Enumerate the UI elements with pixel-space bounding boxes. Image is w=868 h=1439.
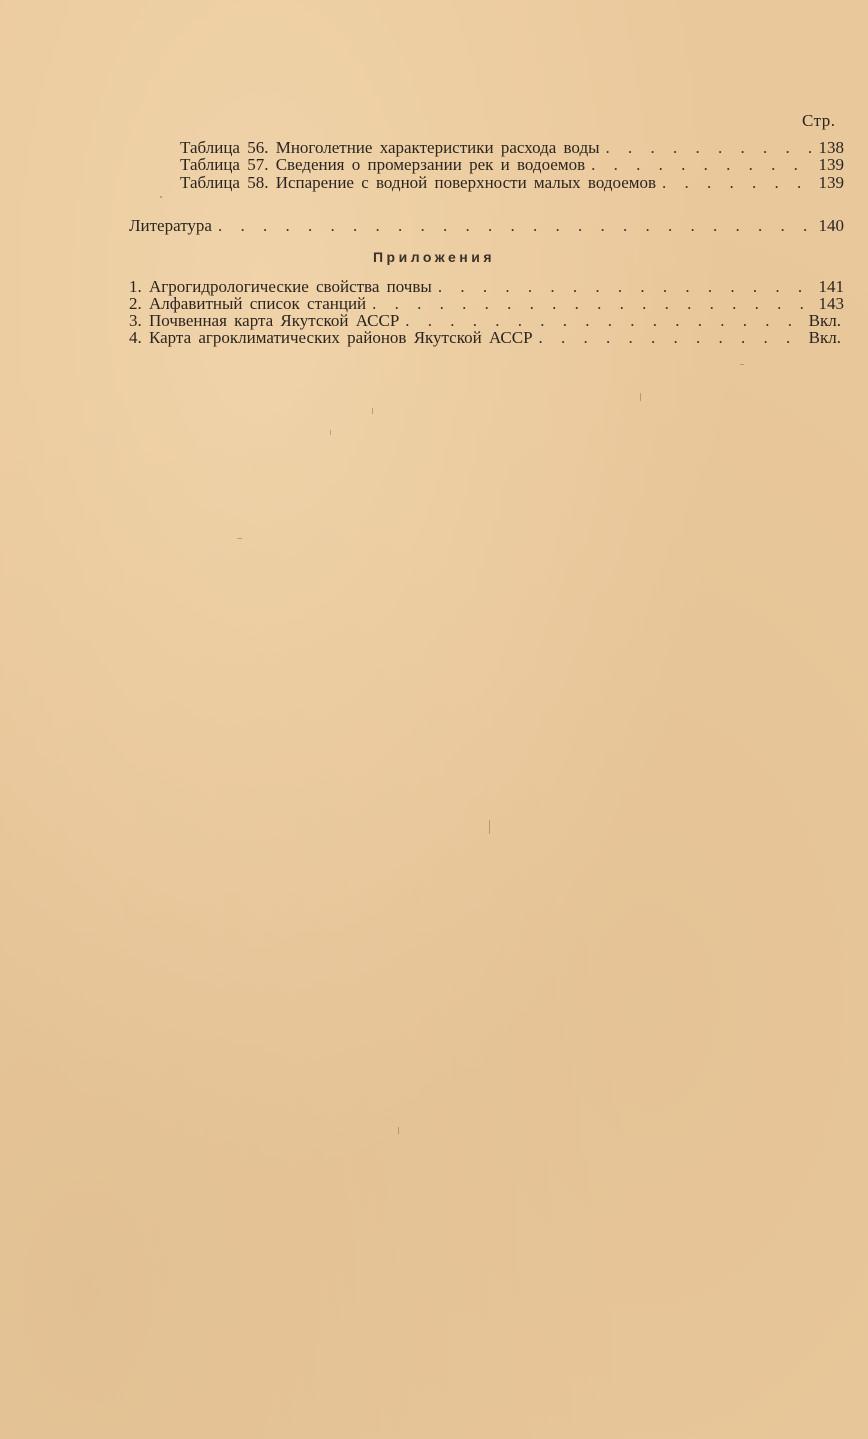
dot-leader	[662, 173, 810, 193]
toc-entry-label: Таблица 57. Сведения о промерзании рек и водоемов	[180, 155, 586, 174]
toc-entry-page: 139	[818, 155, 844, 174]
toc-entry-page: Вкл.	[808, 311, 841, 330]
dot-leader	[218, 216, 811, 236]
toc-entry-page: 139	[818, 173, 844, 192]
toc-entry-label: Литература	[129, 216, 212, 235]
paper-speck	[372, 408, 373, 414]
paper-speck	[640, 393, 641, 401]
toc-entry-label: 4. Карта агроклиматических районов Якутской АССР	[129, 328, 533, 347]
toc-entry-page: 143	[818, 294, 844, 313]
toc-entry-table-58	[180, 173, 844, 193]
toc-entry-label: Таблица 58. Испарение с водной поверхности малых водоемов	[180, 173, 657, 192]
toc-entry-table-57	[180, 155, 844, 175]
paper-speck	[740, 364, 744, 365]
toc-entry-page: Вкл.	[808, 328, 841, 347]
toc-entry-literature	[129, 216, 844, 236]
paper-speck	[489, 820, 490, 834]
toc-entry-label: 3. Почвенная карта Якутской АССР	[129, 311, 400, 330]
toc-entry-label: Таблица 56. Многолетние характеристики расхода воды	[180, 138, 600, 157]
paper-speck	[398, 1127, 399, 1134]
toc-entry-page: 141	[818, 277, 844, 296]
toc-entry-label: 2. Алфавитный список станций	[129, 294, 367, 313]
toc-entry-page: 138	[818, 138, 844, 157]
dot-leader	[591, 155, 810, 175]
paper-speck	[330, 430, 331, 435]
toc-entry-label: 1. Агрогидрологические свойства почвы	[129, 277, 432, 296]
toc-entry-appendix-4	[129, 328, 841, 348]
page-column-header: Стр.	[802, 111, 836, 130]
appendix-heading: Приложения	[372, 249, 496, 265]
paper-speck	[160, 196, 162, 198]
toc-entry-page: 140	[818, 216, 844, 235]
paper-speck	[237, 538, 242, 539]
dot-leader	[539, 328, 801, 348]
